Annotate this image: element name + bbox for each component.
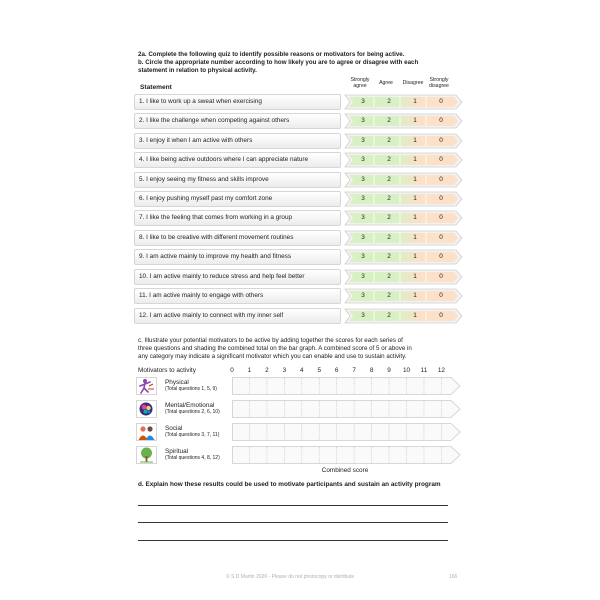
header-disagree: Disagree xyxy=(402,80,424,86)
motivator-questions: (Total questions 3, 7, 11) xyxy=(165,432,220,438)
rating-scale xyxy=(344,269,463,285)
rating-option-3[interactable]: 3 xyxy=(361,312,365,319)
rating-option-2[interactable]: 2 xyxy=(387,253,391,260)
statement-text: 11. I am active mainly to engage with others xyxy=(134,288,341,304)
motivator-questions: (Total questions 4, 8, 12) xyxy=(165,455,220,461)
axis-tick-label: 9 xyxy=(387,367,391,374)
statement-row xyxy=(134,172,463,188)
statement-row xyxy=(134,288,463,304)
rating-option-0[interactable]: 0 xyxy=(439,156,443,163)
motivator-row xyxy=(136,399,464,419)
rating-option-0[interactable]: 0 xyxy=(439,195,443,202)
axis-tick-label: 6 xyxy=(334,367,339,374)
statement-text: 2. I like the challenge when competing against others xyxy=(134,113,341,129)
header-strongly-disagree: Strongly disagree xyxy=(429,77,449,90)
rating-option-3[interactable]: 3 xyxy=(361,98,365,105)
statement-text: 12. I am active mainly to connect with my inner self xyxy=(134,308,341,324)
rating-option-0[interactable]: 0 xyxy=(439,292,443,299)
motivator-name: Mental/Emotional xyxy=(165,402,215,409)
statement-row xyxy=(134,191,463,207)
statement-row xyxy=(134,113,463,129)
statement-text: 10. I am active mainly to reduce stress and help feel better xyxy=(134,269,341,285)
mental-icon xyxy=(136,400,157,418)
rating-option-0[interactable]: 0 xyxy=(439,214,443,221)
motivator-name: Physical xyxy=(165,379,189,386)
rating-option-0[interactable]: 0 xyxy=(439,176,443,183)
graph-title: Motivators to activity xyxy=(138,367,196,374)
rating-option-0[interactable]: 0 xyxy=(439,98,443,105)
instruction-line-3: statement in relation to physical activity. xyxy=(138,67,257,75)
header-strongly-agree: Strongly agree xyxy=(350,77,370,90)
statement-text: 5. I enjoy seeing my fitness and skills improve xyxy=(134,172,341,188)
rating-scale xyxy=(344,152,463,168)
motivator-row xyxy=(136,445,464,465)
rating-option-0[interactable]: 0 xyxy=(439,137,443,144)
statement-row xyxy=(134,269,463,285)
motivator-name: Social xyxy=(165,425,183,432)
rating-option-2[interactable]: 2 xyxy=(387,292,391,299)
statement-row xyxy=(134,230,463,246)
rating-option-3[interactable]: 3 xyxy=(361,234,365,241)
axis-tick-label: 2 xyxy=(265,367,269,374)
part-d-prompt: d. Explain how these results could be used to motivate participants and sustain an activity program xyxy=(138,481,441,488)
score-bar[interactable] xyxy=(232,376,462,396)
rating-option-1[interactable]: 1 xyxy=(413,98,417,105)
rating-option-3[interactable]: 3 xyxy=(361,292,365,299)
header-agree: Agree xyxy=(379,80,393,86)
rating-option-3[interactable]: 3 xyxy=(361,214,365,221)
statement-text: 8. I like to be creative with different movement routines xyxy=(134,230,341,246)
rating-option-1[interactable]: 1 xyxy=(413,214,417,221)
rating-scale xyxy=(344,191,463,207)
rating-scale xyxy=(344,249,463,265)
answer-line-2[interactable] xyxy=(138,522,448,523)
score-bar[interactable] xyxy=(232,445,462,465)
rating-option-2[interactable]: 2 xyxy=(387,195,391,202)
instructions xyxy=(138,51,468,76)
part-c-line-1: c. Illustrate your potential motivators to be active by adding together the scores for each series of xyxy=(138,337,403,344)
rating-option-1[interactable]: 1 xyxy=(413,273,417,280)
answer-line-1[interactable] xyxy=(138,505,448,506)
axis-tick-label: 3 xyxy=(282,367,287,374)
motivator-questions: (Total questions 1, 5, 9) xyxy=(165,386,217,392)
page-number: 166 xyxy=(449,574,458,580)
axis-tick-label: 8 xyxy=(369,367,374,374)
rating-option-2[interactable]: 2 xyxy=(387,156,391,163)
rating-option-3[interactable]: 3 xyxy=(361,195,365,202)
rating-option-2[interactable]: 2 xyxy=(387,234,391,241)
rating-option-1[interactable]: 1 xyxy=(413,137,417,144)
rating-option-0[interactable]: 0 xyxy=(439,312,443,319)
rating-option-2[interactable]: 2 xyxy=(387,98,391,105)
rating-option-1[interactable]: 1 xyxy=(413,312,417,319)
rating-option-3[interactable]: 3 xyxy=(361,137,365,144)
statement-text: 9. I am active mainly to improve my health and fitness xyxy=(134,249,341,265)
rating-option-1[interactable]: 1 xyxy=(413,117,417,124)
axis-tick-label: 4 xyxy=(300,367,304,374)
rating-option-1[interactable]: 1 xyxy=(413,253,417,260)
score-bar[interactable] xyxy=(232,422,462,442)
physical-icon xyxy=(136,377,157,395)
rating-option-2[interactable]: 2 xyxy=(387,312,391,319)
rating-option-2[interactable]: 2 xyxy=(387,117,391,124)
instruction-line-1: 2a. Complete the following quiz to identify possible reasons or motivators for being active. xyxy=(138,51,405,58)
score-bar[interactable] xyxy=(232,399,462,419)
rating-option-3[interactable]: 3 xyxy=(361,117,365,124)
axis-tick-label: 11 xyxy=(420,367,428,374)
rating-option-0[interactable]: 0 xyxy=(439,273,443,280)
axis-tick-label: 7 xyxy=(352,367,356,374)
instruction-line-2: b. Circle the appropriate number according to how likely you are to agree or disagree with each xyxy=(138,59,419,67)
statement-text: 6. I enjoy pushing myself past my comfort zone xyxy=(134,191,341,207)
rating-option-3[interactable]: 3 xyxy=(361,156,365,163)
rating-option-0[interactable]: 0 xyxy=(439,234,443,241)
statement-text: 7. I like the feeling that comes from working in a group xyxy=(134,210,341,226)
statement-row xyxy=(134,210,463,226)
rating-scale xyxy=(344,308,463,324)
rating-option-2[interactable]: 2 xyxy=(387,137,391,144)
rating-option-0[interactable]: 0 xyxy=(439,253,443,260)
rating-option-0[interactable]: 0 xyxy=(439,117,443,124)
rating-scale xyxy=(344,133,463,149)
rating-option-1[interactable]: 1 xyxy=(413,292,417,299)
motivator-row xyxy=(136,376,464,396)
rating-option-3[interactable]: 3 xyxy=(361,253,365,260)
statement-row xyxy=(134,94,463,110)
rating-option-1[interactable]: 1 xyxy=(413,234,417,241)
rating-scale xyxy=(344,210,463,226)
rating-option-2[interactable]: 2 xyxy=(387,273,391,280)
statement-row xyxy=(134,152,463,168)
statement-row xyxy=(134,249,463,265)
part-c-line-3: any category may indicate a significant motivator which you can enable and use to sustain activity. xyxy=(138,352,407,360)
rating-option-3[interactable]: 3 xyxy=(361,273,365,280)
graph-x-label: Combined score xyxy=(321,467,369,474)
axis-tick-label: 10 xyxy=(402,367,411,374)
axis-tick-label: 1 xyxy=(247,367,252,374)
statement-header: Statement xyxy=(140,84,172,91)
rating-option-1[interactable]: 1 xyxy=(413,156,417,163)
motivator-questions: (Total questions 2, 6, 10) xyxy=(165,409,220,415)
part-c-instructions xyxy=(138,337,468,360)
rating-option-3[interactable]: 3 xyxy=(361,176,365,183)
rating-option-2[interactable]: 2 xyxy=(387,214,391,221)
rating-scale xyxy=(344,172,463,188)
rating-scale xyxy=(344,288,463,304)
rating-option-1[interactable]: 1 xyxy=(413,195,417,202)
motivator-name: Spiritual xyxy=(165,448,189,455)
rating-option-2[interactable]: 2 xyxy=(387,176,391,183)
axis-tick-label: 5 xyxy=(317,367,322,374)
rating-scale xyxy=(344,113,463,129)
statement-text: 4. I like being active outdoors where I can appreciate nature xyxy=(134,152,341,168)
statement-row xyxy=(134,308,463,324)
statement-text: 3. I enjoy it when I am active with others xyxy=(134,133,341,149)
axis-tick-label: 0 xyxy=(230,367,234,374)
answer-line-3[interactable] xyxy=(138,540,448,541)
part-c-line-2: three questions and shading the combined total on the bar graph. A combined score of 5 or above in xyxy=(138,344,412,352)
statement-row xyxy=(134,133,463,149)
rating-scale xyxy=(344,230,463,246)
statement-text: 1. I like to work up a sweat when exercising xyxy=(134,94,341,110)
axis-tick-label: 12 xyxy=(437,367,445,374)
rating-option-1[interactable]: 1 xyxy=(413,176,417,183)
rating-scale xyxy=(344,94,463,110)
motivator-row xyxy=(136,422,464,442)
social-icon xyxy=(136,423,157,441)
spiritual-icon xyxy=(136,446,157,464)
copyright-footer: © S D Martin 2026 - Please do not photocopy or distribute xyxy=(226,574,355,580)
